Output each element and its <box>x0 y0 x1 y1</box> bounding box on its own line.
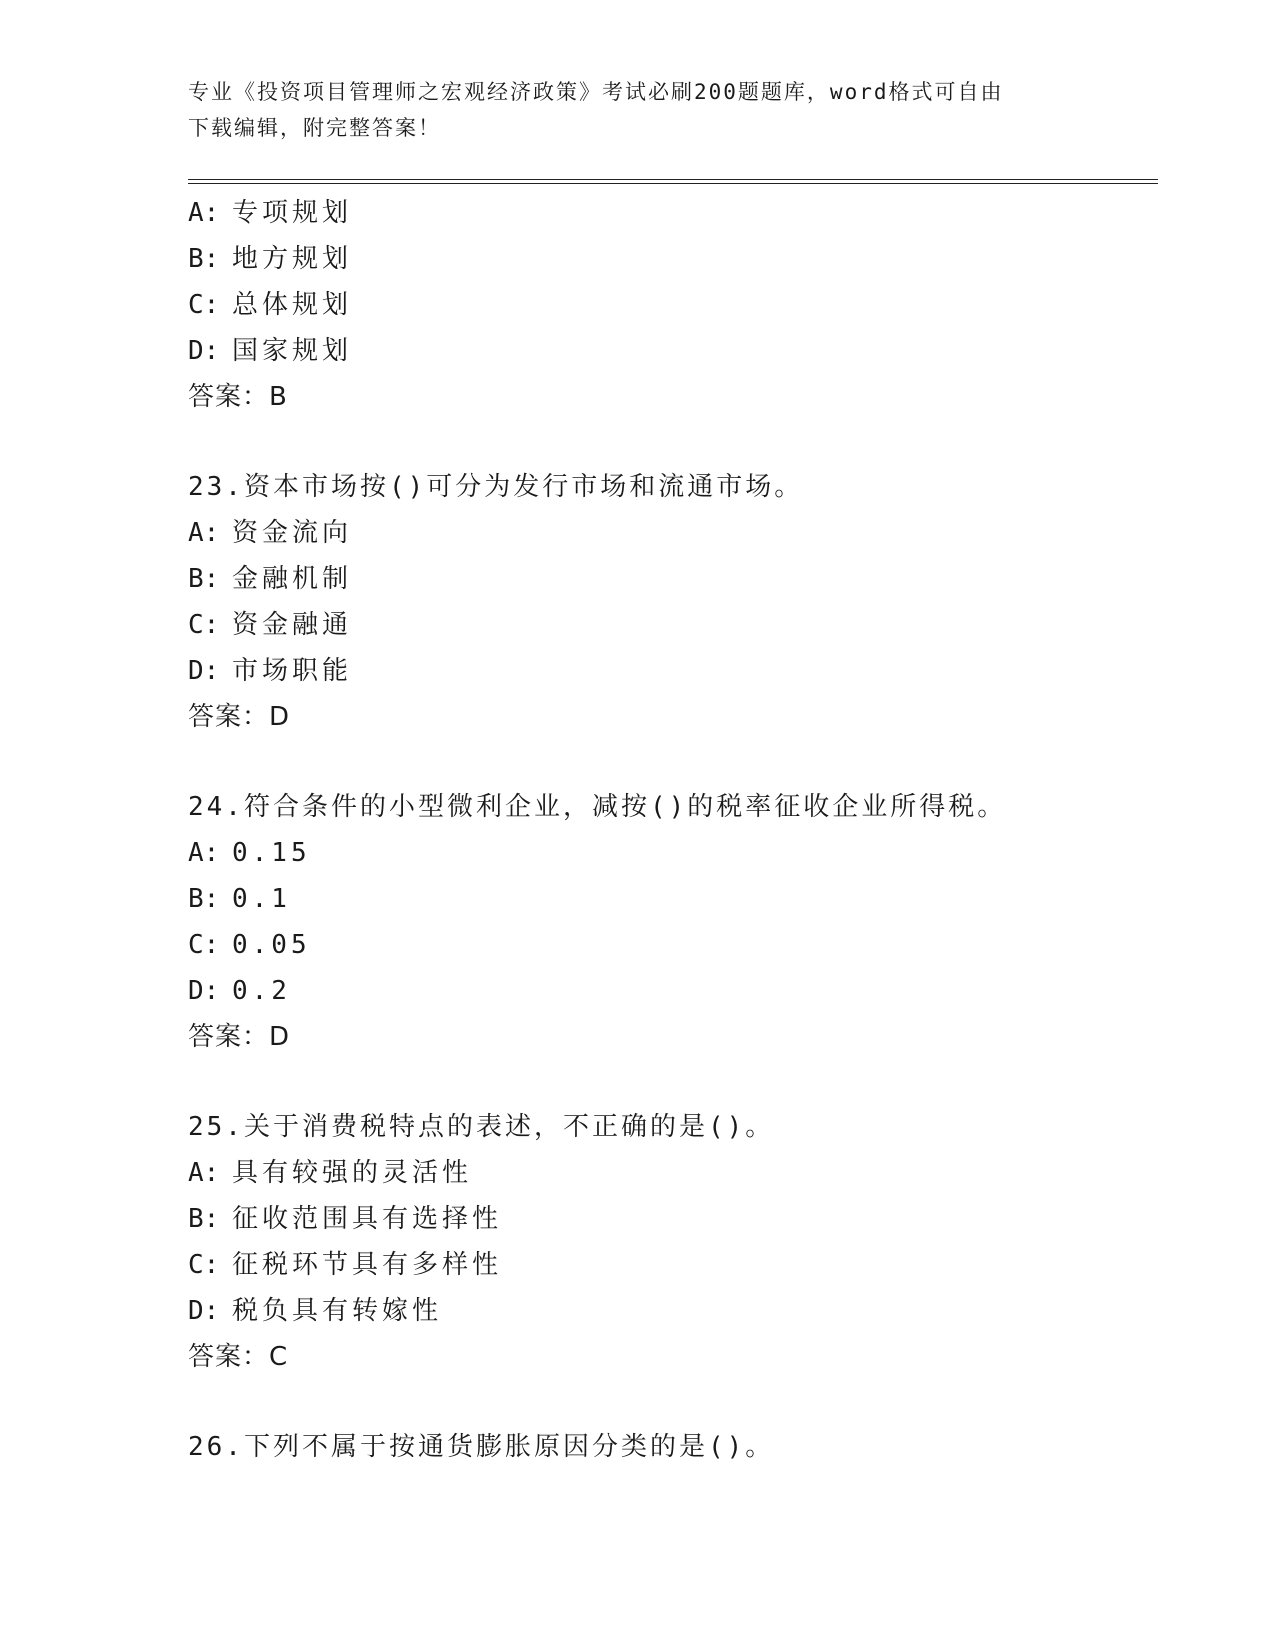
option-letter: A: <box>188 518 220 548</box>
question-24 <box>188 784 1158 1060</box>
question-stem: 24.符合条件的小型微利企业，减按()的税率征收企业所得税。 <box>188 792 1007 822</box>
option-c <box>188 282 1158 328</box>
option-letter: A: <box>188 198 220 228</box>
option-d <box>188 328 1158 374</box>
option-a <box>188 830 1158 876</box>
spacer <box>188 1380 1158 1424</box>
option-letter: C: <box>188 610 220 640</box>
option-a <box>188 510 1158 556</box>
option-text: 资金流向 <box>232 518 353 548</box>
option-text: 市场职能 <box>232 656 353 686</box>
option-text: 征收范围具有选择性 <box>232 1204 503 1234</box>
option-letter: C: <box>188 290 220 320</box>
option-text: 税负具有转嫁性 <box>232 1296 443 1326</box>
spacer <box>188 420 1158 464</box>
question-stem: 25.关于消费税特点的表述，不正确的是()。 <box>188 1112 775 1142</box>
header-divider-top <box>188 179 1158 180</box>
option-text: 金融机制 <box>232 564 353 594</box>
option-text: 0.1 <box>232 884 291 914</box>
option-text: 征税环节具有多样性 <box>232 1250 503 1280</box>
option-a <box>188 1150 1158 1196</box>
option-d <box>188 968 1158 1014</box>
spacer <box>188 740 1158 784</box>
header-line-1: 专业《投资项目管理师之宏观经济政策》考试必刷200题题库，word格式可自由 <box>188 80 1004 104</box>
option-letter: C: <box>188 1250 220 1280</box>
question-stem: 23.资本市场按()可分为发行市场和流通市场。 <box>188 472 804 502</box>
answer-line: 答案：D <box>188 1022 291 1052</box>
option-b <box>188 556 1158 602</box>
option-letter: B: <box>188 1204 220 1234</box>
option-a <box>188 190 1158 236</box>
answer-line: 答案：D <box>188 702 291 732</box>
option-c <box>188 602 1158 648</box>
option-text: 0.15 <box>232 838 311 868</box>
option-b <box>188 876 1158 922</box>
option-text: 国家规划 <box>232 336 353 366</box>
option-b <box>188 1196 1158 1242</box>
option-letter: B: <box>188 884 220 914</box>
header-line-2: 下载编辑，附完整答案！ <box>188 116 441 140</box>
option-text: 总体规划 <box>232 290 353 320</box>
question-23 <box>188 464 1158 740</box>
question-stem: 26.下列不属于按通货膨胀原因分类的是()。 <box>188 1432 775 1462</box>
option-letter: D: <box>188 336 220 366</box>
document-header <box>188 74 1088 146</box>
option-d <box>188 1288 1158 1334</box>
header-divider-bottom <box>188 183 1158 184</box>
option-text: 具有较强的灵活性 <box>232 1158 473 1188</box>
question-26 <box>188 1424 1158 1470</box>
option-letter: B: <box>188 564 220 594</box>
option-text: 地方规划 <box>232 244 353 274</box>
option-c <box>188 1242 1158 1288</box>
answer-line: 答案：C <box>188 1342 289 1372</box>
option-letter: A: <box>188 1158 220 1188</box>
option-d <box>188 648 1158 694</box>
question-22-continuation <box>188 190 1158 420</box>
option-c <box>188 922 1158 968</box>
option-text: 专项规划 <box>232 198 353 228</box>
option-letter: A: <box>188 838 220 868</box>
option-text: 资金融通 <box>232 610 353 640</box>
answer-line: 答案：B <box>188 382 288 412</box>
option-letter: C: <box>188 930 220 960</box>
question-list <box>188 190 1158 1470</box>
option-text: 0.05 <box>232 930 311 960</box>
option-letter: B: <box>188 244 220 274</box>
option-b <box>188 236 1158 282</box>
option-letter: D: <box>188 656 220 686</box>
option-text: 0.2 <box>232 976 291 1006</box>
option-letter: D: <box>188 976 220 1006</box>
spacer <box>188 1060 1158 1104</box>
option-letter: D: <box>188 1296 220 1326</box>
question-25 <box>188 1104 1158 1380</box>
